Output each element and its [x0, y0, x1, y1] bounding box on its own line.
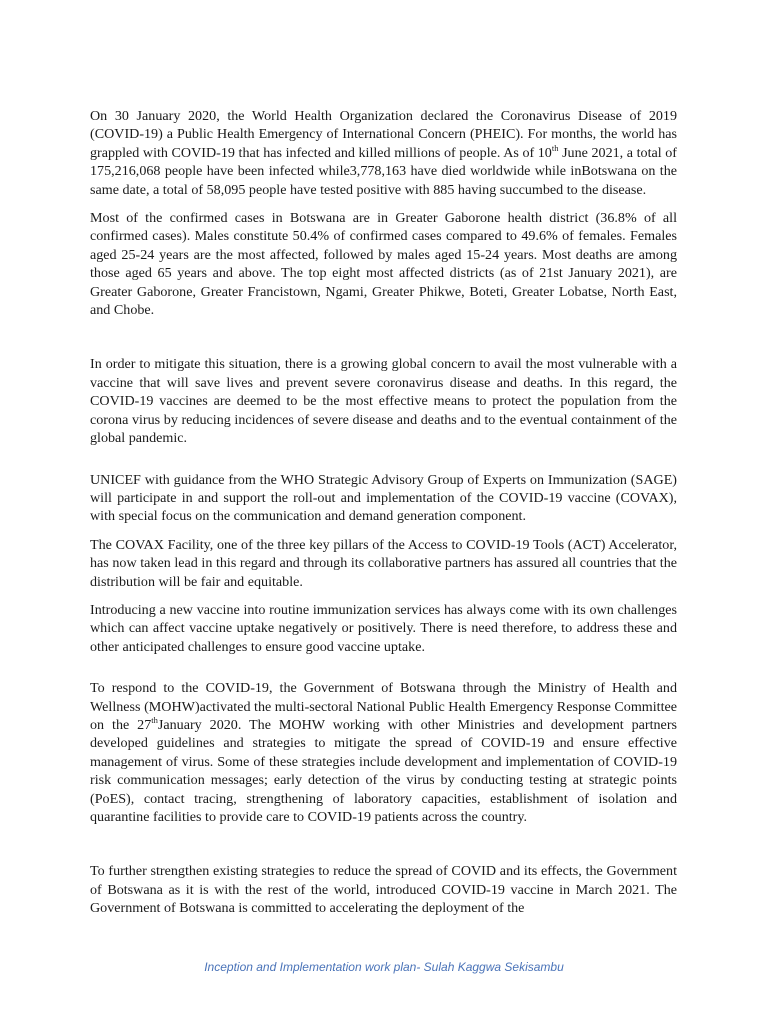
paragraph-text: On 30 January 2020, the World Health Organization declared the Coronavirus Disease of 2019 (COVID-19) a Public Health Emergency of International Concern (PHEIC). For months, the world has grappled with COVID-19 that has infected and killed millions of people. As of 10 [90, 108, 677, 161]
document-body [90, 107, 677, 918]
paragraph-covid-declaration [90, 107, 677, 199]
paragraph-botswana-cases: Most of the confirmed cases in Botswana are in Greater Gaborone health district (36.8% of all confirmed cases). Males constitute 50.4% of confirmed cases compared to 49.6% of females. Females aged 25-24 years are the most affected, followed by males aged 15-24 years. Most deaths are among those aged 65 years and above. The top eight most affected districts (as of 21st January 2021), are Greater Gaborone, Greater Francistown, Ngami, Greater Phikwe, Boteti, Greater Lobatse, North East, and Chobe. [90, 210, 677, 319]
ordinal-superscript: th [151, 714, 158, 725]
paragraph-mitigation: In order to mitigate this situation, there is a growing global concern to avail the most vulnerable with a vaccine that will save lives and prevent severe coronavirus disease and deaths. In this regard, the COVID-19 vaccines are deemed to be the most effective means to protect the population from the corona virus by reducing incidences of severe disease and deaths and to the eventual containment of the global pandemic. [90, 356, 677, 447]
paragraph-vaccine-introduction: To further strengthen existing strategies to reduce the spread of COVID and its effects, the Government of Botswana as it is with the rest of the world, introduced COVID-19 vaccine in March 2021. The Government of Botswana is committed to accelerating the deployment of the [90, 863, 677, 917]
ordinal-superscript: th [551, 142, 559, 153]
paragraph-covax-facility: The COVAX Facility, one of the three key pillars of the Access to COVID-19 Tools (ACT) Accelerator, has now taken lead in this regard and through its collaborative partners has assured all countries that the distribution will be fair and equitable. [90, 536, 677, 590]
paragraph-text: To respond to the COVID-19, the Government of Botswana through the Ministry of Health and Wellness (MOHW)activated the multi-sectoral National Public Health Emergency Response Committee on the 27 [90, 680, 677, 733]
page-footer: Inception and Implementation work plan- Sulah Kaggwa Sekisambu [204, 960, 564, 974]
paragraph-text: January 2020. The MOHW working with other Ministries and development partners developed guidelines and strategies to mitigate the spread of COVID-19 and ensure effective management of virus. Some of these strategies include development and implementation of COVID-19 risk communication messages; early detection of the virus by conducting testing at strategic points (PoES), contact tracing, strengthening of laboratory capacities, establishment of isolation and quarantine facilities to provide care to COVID-19 patients across the country. [90, 716, 677, 825]
paragraph-vaccine-challenges: Introducing a new vaccine into routine immunization services has always come with its own challenges which can affect vaccine uptake negatively or positively. There is need therefore, to address these and other anticipated challenges to ensure good vaccine uptake. [90, 601, 677, 655]
paragraph-government-response [90, 679, 677, 826]
paragraph-text: June 2021, a total of 175,216,068 people have been infected while3,778,163 have died worldwide while inBotswana on the same date, a total of 58,095 people have tested positive with 885 having succumbed to the disease. [90, 144, 677, 198]
paragraph-unicef: UNICEF with guidance from the WHO Strategic Advisory Group of Experts on Immunization (SAGE) will participate in and support the roll-out and implementation of the COVID-19 vaccine (COVAX), with special focus on the communication and demand generation component. [90, 471, 677, 525]
